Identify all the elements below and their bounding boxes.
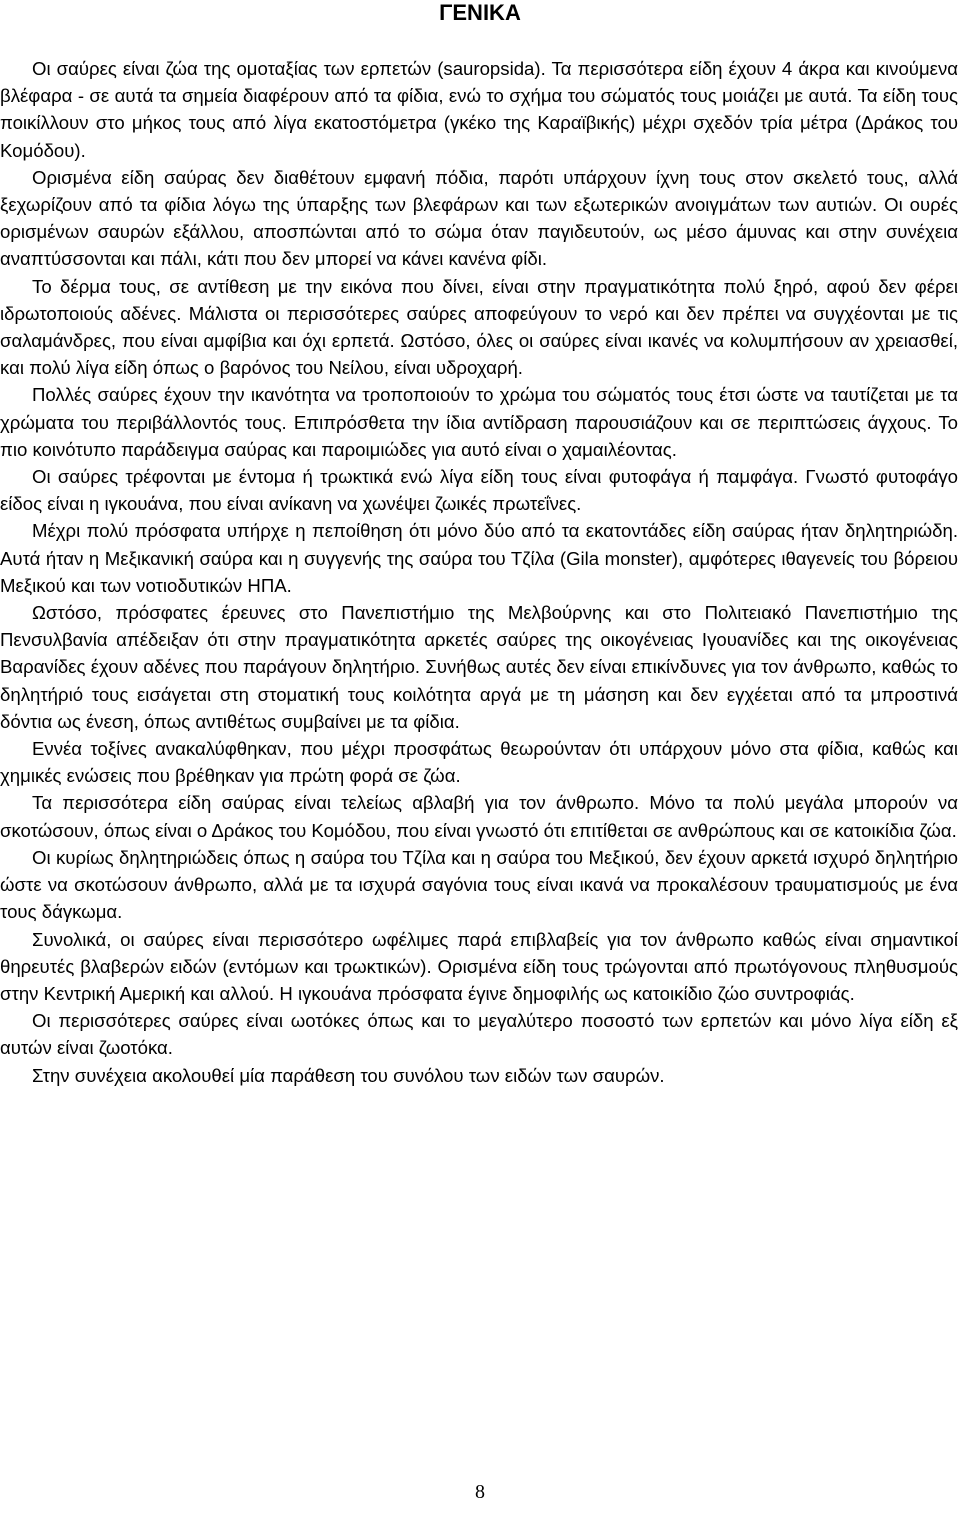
paragraph-legless: Ορισμένα είδη σαύρας δεν διαθέτουν εμφανή πόδια, παρότι υπάρχουν ίχνη τους στον σκελετό τους, αλλά ξεχωρίζουν από τα φίδια λόγω της ύπαρξης των βλεφάρων και των εξωτερικών ανοιγμάτων των αυτιών. Οι ουρές ορισμένων σαυρών εξάλλου, αποσπώνται από το σώμα όταν παγιδευτούν, ως μέσο άμυνας και στην συνέχεια αναπτύσσονται και πάλι, κάτι που δεν μπορεί να κάνει κανένα φίδι. <box>0 166 958 270</box>
paragraph-harmless: Τα περισσότερα είδη σαύρας είναι τελείως αβλαβή για τον άνθρωπο. Μόνο τα πολύ μεγάλα μπορούν να σκοτώσουν, όπως είναι ο Δράκος του Κομόδου, που είναι γνωστό ότι επιτίθεται σε ανθρώπους και σε κατοικίδια ζώα. <box>0 792 958 841</box>
paragraph-beneficial: Συνολικά, οι σαύρες είναι περισσότερο ωφέλιμες παρά επιβλαβείς για τον άνθρωπο καθώς είναι σημαντικοί θηρευτές βλαβερών ειδών (εντόμων και τρωκτικών). Ορισμένα είδη τους τρώγονται από πρωτόγονους πληθυσμούς στην Κεντρική Αμερική και αλλού. Η ιγκουάνα πρόσφατα έγινε δημοφιλής ως κατοικίδιο ζώο συντροφιάς. <box>0 928 958 1004</box>
paragraph-reproduction: Οι περισσότερες σαύρες είναι ωοτόκες όπως και το μεγαλύτερο ποσοστό των ερπετών και μόνο λίγα είδη εξ αυτών είναι ζωοτόκα. <box>0 1010 958 1059</box>
page-number: 8 <box>475 1481 485 1503</box>
paragraph-species-list-intro: Στην συνέχεια ακολουθεί μία παράθεση του συνόλου των ειδών των σαυρών. <box>32 1064 665 1086</box>
paragraph-intro: Οι σαύρες είναι ζώα της ομοταξίας των ερπετών (sauropsida). Τα περισσότερα είδη έχουν 4 άκρα και κινούμενα βλέφαρα - σε αυτά τα σημεία διαφέρουν από τα φίδια, ενώ το σχήμα του σώματός τους μοιάζει με αυτά. Τα είδη τους ποικίλλουν στο μήκος τους από λίγα εκατοστόμετρα (γκέκο της Καραϊβικής) μέχρι σχεδόν τρία μέτρα (Δράκος του Κομόδου). <box>0 58 958 161</box>
body-text <box>0 55 958 1089</box>
paragraph-venom-belief: Μέχρι πολύ πρόσφατα υπήρχε η πεποίθηση ότι μόνο δύο από τα εκατοντάδες είδη σαύρας ήταν δηλητηριώδη. Αυτά ήταν η Μεξικανική σαύρα και η συγγενής της σαύρα του Τζίλα (Gila monster), αμφότερες ιθαγενείς του βόρειου Μεξικού και των νοτιοδυτικών ΗΠΑ. <box>0 520 958 596</box>
paragraph-venomous-species: Οι κυρίως δηλητηριώδεις όπως η σαύρα του Τζίλα και η σαύρα του Μεξικού, δεν έχουν αρκετά ισχυρό δηλητήριο ώστε να σκοτώσουν άνθρωπο, αλλά με τα ισχυρά σαγόνια τους είναι ικανά να προκαλέσουν τραυματισμούς με ένα τους δάγκωμα. <box>0 846 958 923</box>
paragraph-skin: Το δέρμα τους, σε αντίθεση με την εικόνα που δίνει, είναι στην πραγματικότητα πολύ ξηρό, αφού δεν φέρει ιδρωτοποιούς αδένες. Μάλιστα οι περισσότερες σαύρες αποφεύγουν το νερό και δεν πρέπει να συγχέονται με τις σαλαμάνδρες, που είναι αμφίβια και όχι ερπετά. Ωστόσο, όλες οι σαύρες είναι ικανές να κολυμπήσουν αν χρειασθεί, και πολύ λίγα είδη όπως ο βαρόνος του Νείλου, είναι υδροχαρή. <box>0 275 958 379</box>
page-title: ΓΕΝΙΚΑ <box>439 0 521 25</box>
paragraph-diet: Οι σαύρες τρέφονται με έντομα ή τρωκτικά ενώ λίγα είδη τους είναι φυτοφάγα ή παμφάγα. Γνωστό φυτοφάγο είδος είναι η ιγκουάνα, που είναι ανίκανη να χωνέψει ζωικές πρωτεΐνες. <box>0 466 958 515</box>
paragraph-color: Πολλές σαύρες έχουν την ικανότητα να τροποποιούν το χρώμα του σώματός τους έτσι ώστε να ταυτίζεται με τα χρώματα του περιβάλλοντός τους. Επιπρόσθετα την ίδια αντίδραση παρουσιάζουν και σε περιπτώσεις άγχους. Το πιο κοινότυπο παράδειγμα σαύρας και παροιμιώδες για αυτό είναι ο χαμαιλέοντας. <box>0 384 958 460</box>
paragraph-venom-research: Ωστόσο, πρόσφατες έρευνες στο Πανεπιστήμιο της Μελβούρνης και στο Πολιτειακό Πανεπιστήμιο της Πενσυλβανία απέδειξαν ότι στην πραγματικότητα αρκετές σαύρες της οικογένειας Ιγουανίδες και της οικογένειας Βαρανίδες έχουν αδένες που παράγουν δηλητήριο. Συνήθως αυτές δεν είναι επικίνδυνες για τον άνθρωπο, καθώς το δηλητήριό τους εισάγεται στη στοματική τους κοιλότητα αργά με τη μάσηση και δεν εγχέεται από τα μπροστινά δόντια ως ένεση, όπως αντιθέτως συμβαίνει με τα φίδια. <box>0 602 958 732</box>
paragraph-toxins: Εννέα τοξίνες ανακαλύφθηκαν, που μέχρι προσφάτως θεωρούνταν ότι υπάρχουν μόνο στα φίδια, καθώς και χημικές ενώσεις που βρέθηκαν για πρώτη φορά σε ζώα. <box>0 738 958 787</box>
